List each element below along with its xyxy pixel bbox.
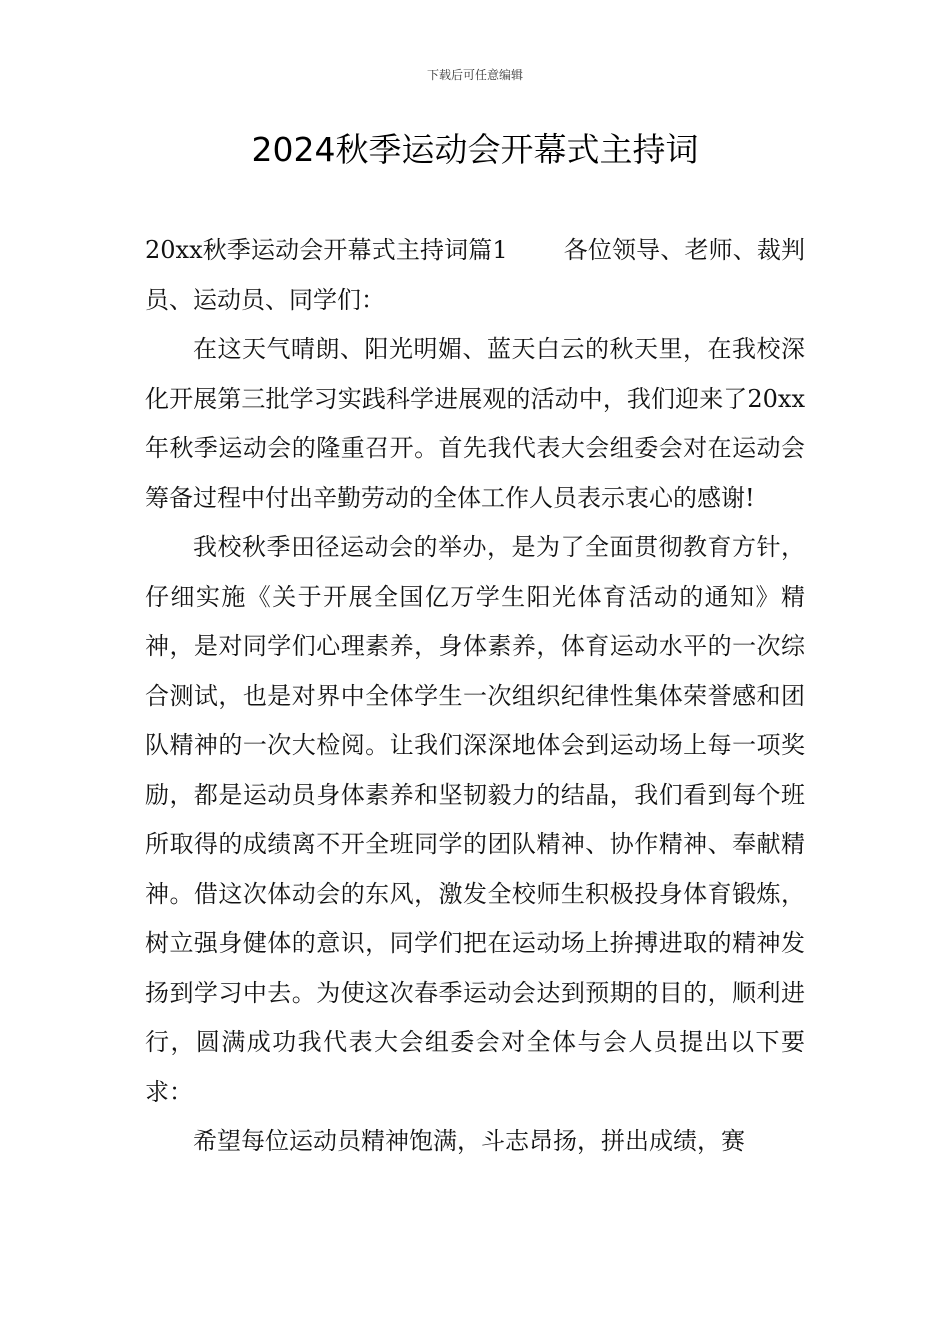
body-paragraph: 我校秋季田径运动会的举办，是为了全面贯彻教育方针，仔细实施《关于开展全国亿万学生阳光体育活动的通知》精神，是对同学们心理素养，身体素养，体育运动水平的一次综合测试，也是对界中全体学生一次组织纪律性集体荣誉感和团队精神的一次大检阅。让我们深深地体会到运动场上每一项奖励，都是运动员身体素养和坚韧毅力的结晶，我们看到每个班所取得的成绩离不开全班同学的团队精神、协作精神、奉献精神。借这次体动会的东风，激发全校师生积极投身体育锻炼，树立强身健体的意识，同学们把在运动场上拚搏进取的精神发扬到学习中去。为使这次春季运动会达到预期的目的，顺利进行，圆满成功我代表大会组委会对全体与会人员提出以下要求：: [145, 533, 805, 1106]
header-note: 下载后可任意编辑: [426, 68, 523, 82]
intro-heading: 20xx秋季运动会开幕式主持词篇1: [145, 236, 508, 264]
page-title: 2024秋季运动会开幕式主持词: [251, 130, 699, 169]
body-paragraph: 在这天气晴朗、阳光明媚、蓝天白云的秋天里，在我校深化开展第三批学习实践科学进展观的活动中，我们迎来了20xx年秋季运动会的隆重召开。首先我代表大会组委会对在运动会筹备过程中付出辛勤劳动的全体工作人员表示衷心的感谢!: [145, 335, 805, 512]
body-paragraph: 希望每位运动员精神饱满，斗志昂扬，拼出成绩，赛: [193, 1127, 745, 1155]
document-body: [145, 226, 805, 1167]
intro-greeting: 各位领导、老师、裁判员、运动员、同学们：: [145, 236, 805, 314]
intro-paragraph: [145, 226, 805, 325]
